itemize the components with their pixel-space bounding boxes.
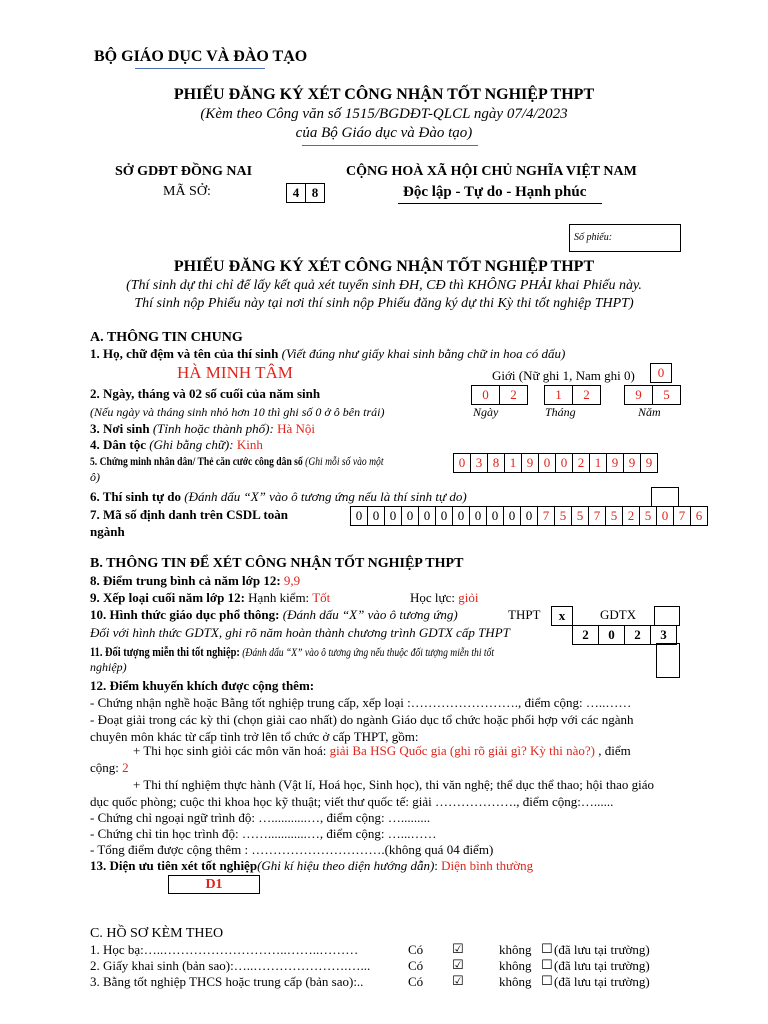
q3-label: 3. Nơi sinh: [90, 421, 150, 436]
id-number-digit[interactable]: 2: [572, 453, 590, 473]
attachment-label: 2. Giấy khai sinh (bản sao):…..………………….…...: [90, 958, 371, 973]
thpt-label: THPT: [508, 607, 541, 622]
q13-colon: :: [434, 858, 442, 873]
q6-row: [90, 489, 467, 505]
identifier-code-digit[interactable]: 5: [554, 506, 572, 526]
gender-value[interactable]: 0: [650, 363, 672, 383]
identifier-code-digit[interactable]: 0: [367, 506, 385, 526]
dept-code-boxes: [287, 183, 325, 203]
q1-label: 1. Họ, chữ đệm và tên của thí sinh: [90, 346, 279, 361]
attachment-row: [90, 974, 690, 990]
id-number-digit[interactable]: 9: [606, 453, 624, 473]
identifier-code-digit[interactable]: 5: [639, 506, 657, 526]
q10-hint: (Đánh dấu “X” vào ô tương ứng): [282, 607, 458, 622]
attachment-no-label: không: [499, 942, 532, 957]
q9-label: 9. Xếp loại cuối năm lớp 12:: [90, 590, 249, 605]
form-note-1: (Thí sinh dự thi chỉ để lấy kết quả xét tuyển sinh ĐH, CĐ thì KHÔNG PHẢI khai Phiếu này.: [126, 278, 642, 293]
identifier-code-digit[interactable]: 0: [656, 506, 674, 526]
id-number-digit[interactable]: 1: [504, 453, 522, 473]
q13-row: [90, 858, 533, 874]
ministry-name: BỘ GIÁO DỤC VÀ ĐÀO TẠO: [94, 48, 308, 65]
q4-row: [90, 437, 263, 453]
q9-row: [90, 590, 330, 606]
academic-row: [410, 590, 478, 606]
conduct-value[interactable]: Tốt: [312, 590, 331, 605]
id-number-digit[interactable]: 1: [589, 453, 607, 473]
bonus-line-2: - Đoạt giải trong các kỳ thi (chọn giải cao nhất) do ngành Giáo dục tổ chức hoặc phối hợp với các ngành: [90, 712, 634, 727]
id-number-digit[interactable]: 0: [555, 453, 573, 473]
attachment-no-checkbox[interactable]: ☐: [541, 958, 553, 973]
identifier-code-digit[interactable]: 7: [588, 506, 606, 526]
q1-hint: (Viết đúng như giấy khai sinh bằng chữ in hoa có dấu): [278, 346, 566, 361]
q8-row: [90, 573, 300, 589]
identifier-code-digit[interactable]: 0: [520, 506, 538, 526]
attachment-yes-label: Có: [408, 958, 424, 973]
section-c-title: C. HỒ SƠ KÈM THEO: [90, 926, 224, 941]
gpa-value[interactable]: 9,9: [283, 573, 301, 588]
attachment-label: 3. Bằng tốt nghiệp THCS hoặc trung cấp (bản sao):..: [90, 974, 364, 989]
q11-row: [90, 644, 595, 660]
bonus-line-6: + Thi thí nghiệm thực hành (Vật lí, Hoá học, Sinh học), thi văn nghệ; thể dục thể thao; hội thao giáo: [133, 777, 655, 792]
birth-day-digit[interactable]: 2: [499, 385, 528, 405]
bonus-line-1: - Chứng nhận nghề hoặc Bằng tốt nghiệp trung cấp, xếp loại :……………………., điểm cộng: …..……: [90, 695, 632, 710]
q10-label: 10. Hình thức giáo dục phổ thông:: [90, 607, 283, 622]
form-title: PHIẾU ĐĂNG KÝ XÉT CÔNG NHẬN TỐT NGHIỆP THPT: [173, 258, 595, 275]
bonus-line-7: dục quốc phòng; cuộc thi khoa học kỹ thuật; viết thư quốc tế: giải ………………., điểm cộng:…......: [90, 794, 614, 809]
birth-year-boxes[interactable]: [625, 385, 681, 405]
q6-label: 6. Thí sinh tự do: [90, 489, 182, 504]
doc-subtitle-2: của Bộ Giáo dục và Đào tạo): [295, 125, 473, 141]
dept-name: SỞ GDĐT ĐỒNG NAI: [115, 164, 253, 179]
identifier-code-digit[interactable]: 0: [486, 506, 504, 526]
ticket-number-label: Số phiếu:: [574, 232, 613, 243]
priority-code: D1: [205, 877, 223, 892]
identifier-code-digit[interactable]: 5: [605, 506, 623, 526]
ticket-number-box[interactable]: [569, 224, 681, 252]
bonus-line-8: - Chứng chỉ ngoại ngữ trình độ: …...........…, điểm cộng: ….........: [90, 810, 431, 825]
id-number-digit[interactable]: 0: [453, 453, 471, 473]
attachment-note: (đã lưu tại trường): [554, 942, 650, 957]
bonus-points-label: , điểm: [595, 743, 631, 758]
identifier-code-digit[interactable]: 5: [571, 506, 589, 526]
identifier-code-digit[interactable]: 0: [469, 506, 487, 526]
birth-year-digit[interactable]: 9: [624, 385, 653, 405]
attachment-yes-checkbox[interactable]: ☑: [452, 942, 464, 957]
id-number-digit[interactable]: 9: [521, 453, 539, 473]
q3-hint: (Tỉnh hoặc thành phố):: [149, 421, 278, 436]
attachment-yes-checkbox[interactable]: ☑: [452, 974, 464, 989]
exemption-checkbox[interactable]: [656, 643, 680, 678]
birth-year-digit[interactable]: 5: [652, 385, 681, 405]
attachment-label: 1. Học bạ:…..………………………..……..………: [90, 942, 359, 957]
q1-row: [90, 346, 565, 362]
grad-year-boxes[interactable]: [573, 625, 677, 645]
bonus-line-5: [90, 760, 129, 776]
thpt-mark: x: [558, 608, 566, 623]
gender-box[interactable]: [651, 363, 672, 383]
q2-label: 2. Ngày, tháng và 02 số cuối của năm sinh: [90, 386, 321, 401]
id-number-digit[interactable]: 3: [470, 453, 488, 473]
identifier-code-digit[interactable]: 0: [384, 506, 402, 526]
attachment-no-label: không: [499, 974, 532, 989]
attachment-note: (đã lưu tại trường): [554, 958, 650, 973]
identifier-code-digit[interactable]: 0: [418, 506, 436, 526]
identifier-code-digit[interactable]: 0: [401, 506, 419, 526]
birth-day-boxes[interactable]: [472, 385, 528, 405]
identifier-code-digit[interactable]: 0: [435, 506, 453, 526]
bonus-points-value[interactable]: 2: [122, 760, 129, 775]
attachment-note: (đã lưu tại trường): [554, 974, 650, 989]
birth-day-digit[interactable]: 0: [471, 385, 500, 405]
academic-label: Học lực:: [410, 590, 459, 605]
q2-hint: (Nếu ngày và tháng sinh nhỏ hơn 10 thì ghi số 0 ở ô bên trái): [90, 405, 385, 419]
year-label: Năm: [638, 405, 661, 419]
dept-code-digit: 8: [305, 183, 325, 203]
conduct-label: Hạnh kiểm:: [248, 590, 313, 605]
doc-subtitle-1: (Kèm theo Công văn số 1515/BGDĐT-QLCL ngày 07/4/2023: [200, 106, 568, 122]
id-number-boxes[interactable]: [454, 453, 658, 473]
q7-label-2: ngành: [90, 524, 125, 539]
section-b-title: B. THÔNG TIN ĐỂ XÉT CÔNG NHẬN TỐT NGHIỆP THPT: [90, 556, 464, 571]
birth-month-digit[interactable]: 2: [572, 385, 601, 405]
ministry-underline: [135, 68, 265, 69]
form-note-2: Thí sinh nộp Phiếu này tại nơi thí sinh nộp Phiếu đăng ký dự thi Kỳ thi tốt nghiệp THPT): [134, 296, 634, 311]
q8-label: 8. Điểm trung bình cả năm lớp 12:: [90, 573, 284, 588]
id-number-digit[interactable]: 0: [538, 453, 556, 473]
identifier-code-digit[interactable]: 7: [537, 506, 555, 526]
q11-label: 11. Đối tượng miễn thi tốt nghiệp:: [90, 644, 240, 659]
attachment-yes-label: Có: [408, 974, 424, 989]
grad-year-digit[interactable]: 2: [572, 625, 599, 645]
id-number-digit[interactable]: 9: [640, 453, 658, 473]
attachment-yes-checkbox[interactable]: ☑: [452, 958, 464, 973]
identifier-code-boxes[interactable]: [351, 506, 708, 526]
grad-year-digit[interactable]: 0: [598, 625, 625, 645]
academic-value[interactable]: giỏi: [458, 590, 479, 605]
q7-label: 7. Mã số định danh trên CSDL toàn: [90, 507, 288, 522]
attachment-no-checkbox[interactable]: ☐: [541, 942, 553, 957]
identifier-code-digit[interactable]: 2: [622, 506, 640, 526]
gdtx-note: Đối với hình thức GDTX, ghi rõ năm hoàn thành chương trình GDTX cấp THPT: [90, 625, 510, 640]
q13-hint: (Ghi kí hiệu theo diện hướng dẫn): [257, 858, 435, 873]
q5-label: 5. Chứng minh nhân dân/ Thẻ căn cước công dân số: [90, 454, 303, 468]
grad-year-digit[interactable]: 3: [650, 625, 677, 645]
id-number-digit[interactable]: 8: [487, 453, 505, 473]
birth-month-digit[interactable]: 1: [544, 385, 573, 405]
bonus-culture-award[interactable]: giải Ba HSG Quốc gia (ghi rõ giải gì? Kỳ thi nào?): [329, 743, 595, 758]
attachment-row: [90, 942, 690, 958]
subtitle-underline: [302, 145, 478, 146]
identifier-code-digit[interactable]: 0: [452, 506, 470, 526]
birthplace-value[interactable]: Hà Nội: [277, 421, 315, 436]
gdtx-checkbox[interactable]: [654, 606, 680, 626]
bonus-points-prefix: cộng:: [90, 760, 123, 775]
section-a-title: A. THÔNG TIN CHUNG: [90, 330, 243, 345]
bonus-line-9: - Chứng chỉ tin học trình độ: ……............…, điểm cộng: …...……: [90, 826, 437, 841]
doc-title: PHIẾU ĐĂNG KÝ XÉT CÔNG NHẬN TỐT NGHIỆP THPT: [173, 86, 595, 103]
identifier-code-digit[interactable]: 0: [350, 506, 368, 526]
bonus-line-10: - Tổng điểm được cộng thêm : ………………………….(không quá 04 điểm): [90, 842, 494, 857]
id-number-digit[interactable]: 9: [623, 453, 641, 473]
free-candidate-checkbox[interactable]: [651, 487, 679, 507]
attachment-row: [90, 958, 690, 974]
identifier-code-digit[interactable]: 7: [673, 506, 691, 526]
bonus-line-3: chuyên môn khác từ cấp tỉnh trở lên tổ chức ở cấp THPT, gồm:: [90, 729, 419, 744]
q6-hint: (Đánh dấu “X” vào ô tương ứng nếu là thí sinh tự do): [181, 489, 467, 504]
q13-label: 13. Diện ưu tiên xét tốt nghiệp: [90, 858, 258, 873]
identifier-code-digit[interactable]: 6: [690, 506, 708, 526]
national-motto: Độc lập - Tự do - Hạnh phúc: [403, 184, 587, 200]
priority-value[interactable]: Diện bình thường: [441, 858, 534, 873]
attachment-no-checkbox[interactable]: ☐: [541, 974, 553, 989]
dept-code-label: MÃ SỞ:: [163, 184, 211, 199]
q5-row: [90, 454, 457, 469]
grad-year-digit[interactable]: 2: [624, 625, 651, 645]
dept-code-digit: 4: [286, 183, 306, 203]
gender-label: Giới (Nữ ghi 1, Nam ghi 0): [492, 368, 635, 383]
motto-underline: [398, 203, 602, 204]
q5-hint-2: ô): [90, 470, 100, 484]
q10-row: [90, 607, 458, 623]
day-label: Ngày: [473, 405, 499, 419]
q4-label: 4. Dân tộc: [90, 437, 146, 452]
q12-label: 12. Điểm khuyến khích được cộng thêm:: [90, 678, 315, 693]
month-label: Tháng: [545, 405, 576, 419]
gdtx-label: GDTX: [600, 607, 637, 622]
birth-month-boxes[interactable]: [545, 385, 601, 405]
q11-hint: (Đánh dấu “X” vào ô tương ứng nếu thuộc đối tượng miễn thi tốt: [239, 645, 495, 659]
q4-hint: (Ghi bằng chữ):: [145, 437, 237, 452]
thpt-checkbox[interactable]: [551, 606, 573, 626]
bonus-culture-label: + Thi học sinh giỏi các môn văn hoá:: [133, 743, 330, 758]
q5-hint: (Ghi mỗi số vào một: [302, 454, 384, 468]
ethnicity-value[interactable]: Kinh: [236, 437, 263, 452]
bonus-line-4: [133, 743, 631, 759]
attachment-yes-label: Có: [408, 942, 424, 957]
priority-code-box[interactable]: [168, 875, 260, 894]
q11-hint-2: nghiệp): [90, 660, 127, 674]
republic-name: CỘNG HOÀ XÃ HỘI CHỦ NGHĨA VIỆT NAM: [346, 164, 637, 179]
candidate-name[interactable]: HÀ MINH TÂM: [177, 363, 293, 382]
attachment-no-label: không: [499, 958, 532, 973]
identifier-code-digit[interactable]: 0: [503, 506, 521, 526]
q3-row: [90, 421, 315, 437]
